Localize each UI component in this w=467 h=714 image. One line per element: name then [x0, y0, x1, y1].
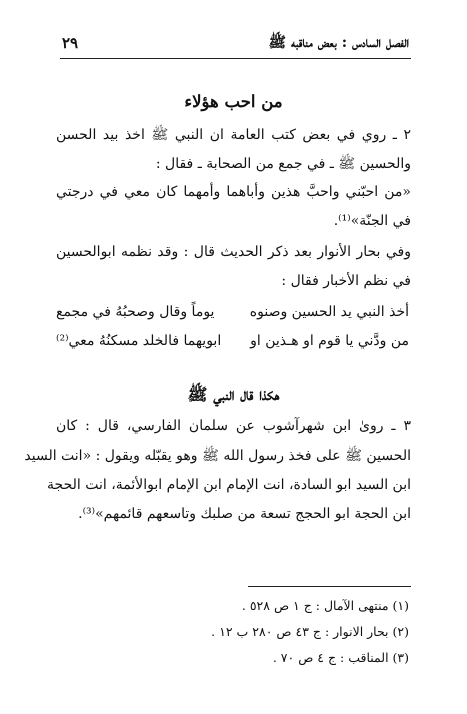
section-heading: من احب هؤلاء: [184, 92, 283, 111]
text-line: ابن الحجة ابو الحجج تسعة من صلبك وتاسعهم قائمهم»⁽³⁾.: [78, 506, 411, 522]
footnote: (٢) بحار الانوار : ج ٤٣ ص ٢٨٠ ب ١٢ .: [211, 624, 409, 639]
chapter-title: الفصل السادس : بعض مناقبه ﷺ: [268, 34, 409, 51]
footnote-rule: [248, 586, 411, 587]
header-rule: [60, 58, 411, 59]
footnote: (١) منتهى الآمال : ج ١ ص ٥٢٨ .: [241, 598, 409, 613]
text-line: ابن السيد ابو السادة، انت الإمام ابن الإمام ابوالأئمة، انت الحجة: [47, 477, 411, 493]
text-line: ٣ ـ روىٰ ابن شهرآشوب عن سلمان الفارسي، قال : كان: [56, 418, 411, 434]
text-line: ٢ ـ روي في بعض كتب العامة ان النبي ﷺ اخذ بيد الحسن: [56, 127, 411, 143]
verse-hemistich-right: أخذ النبي يد الحسين وصنوه: [249, 304, 409, 320]
text-line: وفي بحار الأنوار بعد ذكر الحديث قال : وقد نظمه ابوالحسين: [56, 244, 411, 260]
text-line: والحسين ﷺ ـ في جمع من الصحابة ـ فقال :: [155, 156, 411, 172]
text-line: «من احبّني واحبَّ هذين وأباهما وأمهما كان معي في درجتي: [56, 184, 411, 200]
verse-hemistich-left: يوماً وقال وصحبُهُ في مجمع: [56, 304, 215, 320]
text-line: في الجنّة»⁽¹⁾.: [333, 213, 411, 229]
verse-hemistich-right: من ودَّني يا قوم او هـذين او: [250, 333, 409, 349]
text-line: في نظم الأخبار فقال :: [281, 273, 411, 289]
running-header: [62, 34, 409, 56]
footnote: (٣) المناقب : ج ٤ ص ٧٠ .: [272, 650, 409, 665]
page-number: ٢٩: [62, 34, 79, 52]
verse-hemistich-left: ابويهما فالخلد مسكنُهُ معي⁽²⁾: [56, 333, 222, 349]
section-heading: هكذا قال النبي ﷺ: [187, 385, 280, 404]
text-line: الحسين ﷺ على فخذ رسول الله ﷺ وهو يقبّله ويقول : «انت السيد: [24, 448, 411, 464]
